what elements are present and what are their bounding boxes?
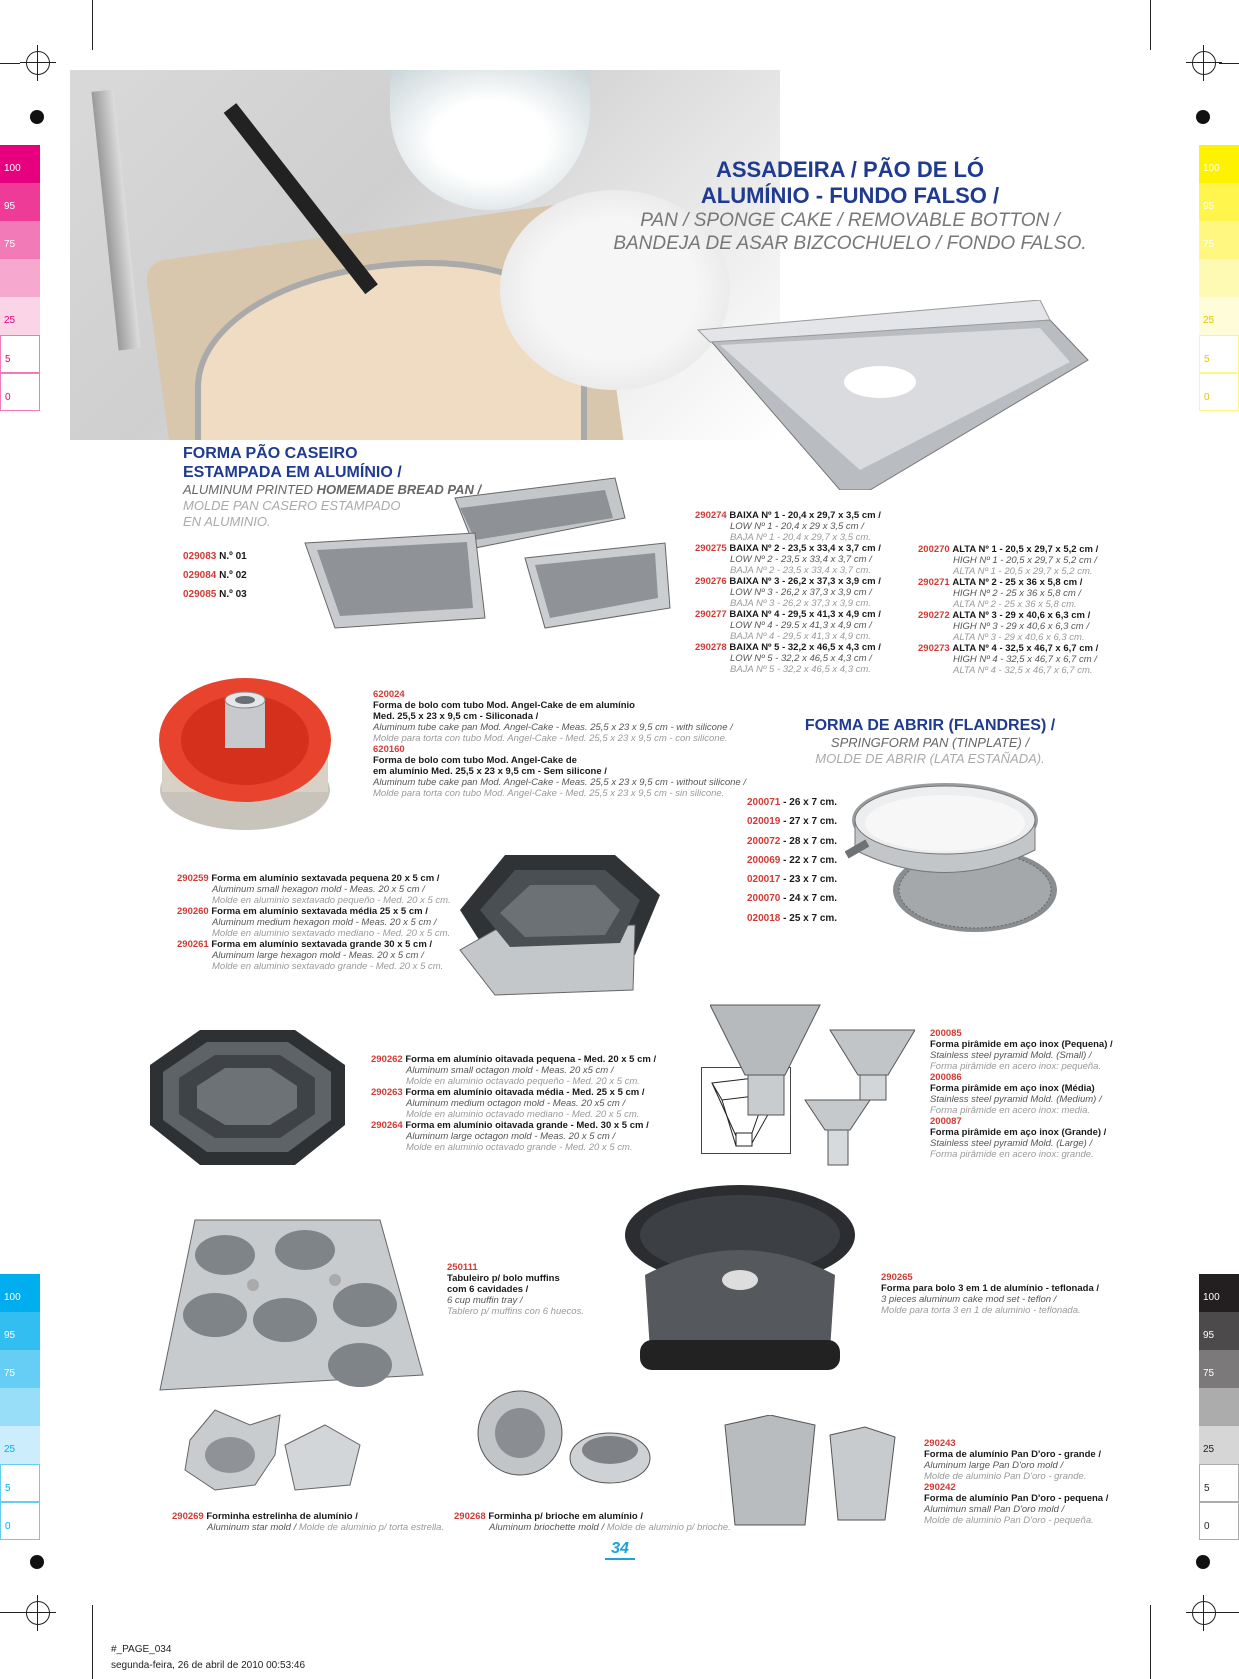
product-name-es: Molde para torta con tubo Mod. Angel-Cake - Med. 25,5 x 23 x 9,5 cm - sin silicone. (373, 788, 725, 799)
product-code: 029084 (183, 570, 217, 581)
star-molds-image (175, 1400, 365, 1505)
product-name-en: LOW Nº 4 - 29.5 x 41,3 x 4,9 cm / (730, 620, 872, 631)
swatch (1199, 183, 1239, 221)
product-name-en: Stainless steel pyramid Mold. (Small) / (930, 1050, 1092, 1061)
swatch-label: 100 (1203, 1292, 1220, 1303)
product-name-es: ALTA Nº 3 - 29 x 40,6 x 6,3 cm. (953, 632, 1085, 643)
product-name-en: Alumimun small Pan D'oro mold / (924, 1504, 1065, 1515)
swatch (1199, 297, 1239, 335)
product-name-pt: Forma de alumínio Pan D'oro - grande / (924, 1449, 1101, 1460)
list-item (183, 585, 247, 604)
abrir-subtitle-en: SPRINGFORM PAN (TINPLATE) / (830, 735, 1030, 750)
list-item (918, 643, 1098, 676)
product-name-es: Molde en aluminio sextavado grande - Med. 20 x 5 cm. (212, 961, 444, 972)
swatch (0, 373, 40, 411)
product-name-pt: Forma de bolo com tubo Mod. Angel-Cake de em alumínio (373, 700, 635, 711)
assadeira-title-block (600, 157, 1100, 255)
product-name-en: Stainless steel pyramid Mold. (Large) / (930, 1138, 1093, 1149)
product-code: 290263 (371, 1087, 403, 1098)
swatch-label: 0 (5, 1521, 11, 1532)
swatch-label: 95 (1203, 201, 1215, 212)
list-item (747, 851, 837, 870)
product-name-en: Aluminum large hexagon mold - Meas. 20 x 5 cm / (212, 950, 424, 961)
list-item (918, 610, 1098, 643)
product-name-en: Aluminum medium hexagon mold - Meas. 20 x 5 cm / (212, 917, 437, 928)
swatch-label: 95 (4, 1330, 16, 1341)
product-name-pt: BAIXA Nº 4 - 29,5 x 41,3 x 4,9 cm / (729, 609, 881, 620)
swatch-label: 75 (4, 239, 16, 250)
product-code: 250111 (447, 1262, 478, 1273)
product-code: 290274 (695, 510, 727, 521)
registration-dot-icon (30, 1555, 44, 1569)
product-name-pt: Forminha p/ brioche em alumínio / (488, 1511, 644, 1522)
product-name-pt: em alumínio Med. 25,5 x 23 x 9,5 cm - Sem silicone / (373, 766, 607, 777)
registration-mark-icon (1192, 1601, 1216, 1625)
hexagon-pans-image (455, 855, 665, 1000)
list-item (747, 870, 837, 889)
product-name-en: LOW Nº 3 - 26,2 x 37,3 x 3,9 cm / (730, 587, 872, 598)
piramide-list (930, 1028, 1113, 1160)
product-name-pt: com 6 cavidades / (447, 1284, 529, 1295)
product-code: 020017 (747, 874, 781, 886)
product-label: - 24 x 7 cm. (780, 893, 838, 905)
swatch (0, 221, 40, 259)
product-name-en: Stainless steel pyramid Mold. (Medium) / (930, 1094, 1102, 1105)
product-name-pt: Forma em alumínio sextavada grande 30 x 5 cm / (211, 939, 433, 950)
product-name-en: LOW Nº 2 - 23,5 x 33,4 x 3,7 cm / (730, 554, 872, 565)
product-name-pt: Forma em alumínio oitavada grande - Med. 30 x 5 cm / (405, 1120, 649, 1131)
crop-mark (0, 1612, 20, 1613)
product-label: - 22 x 7 cm. (780, 854, 838, 866)
swatch-label: 100 (4, 1292, 21, 1303)
swatch (0, 259, 40, 297)
product-name-pt: BAIXA Nº 1 - 20,4 x 29,7 x 3,5 cm / (729, 510, 881, 521)
alta-list (918, 544, 1098, 676)
pan-doro-list (924, 1438, 1108, 1526)
product-name-pt: Forma de alumínio Pan D'oro - pequena / (924, 1493, 1109, 1504)
swatch-label: 25 (4, 1444, 16, 1455)
swatch (0, 145, 40, 183)
assadeira-title-2: ALUMÍNIO - FUNDO FALSO / (700, 183, 1000, 208)
hero-cake-photo (70, 70, 780, 440)
swatch (0, 1502, 40, 1540)
product-name-en: Aluminum small hexagon mold - Meas. 20 x 5 cm / (212, 884, 425, 895)
list-item (695, 576, 881, 609)
title-part: ALUMÍNIO (313, 464, 393, 481)
swatch (0, 1274, 40, 1312)
swatch (0, 1350, 40, 1388)
baixa-list (695, 510, 881, 675)
registration-mark-icon (1192, 51, 1216, 75)
product-name-pt: Forma pirâmide em aço inox (Pequena) / (930, 1039, 1113, 1050)
swatch (0, 1464, 40, 1502)
list-item (930, 1072, 1113, 1116)
title-part: FORMA PÃO CA (183, 445, 308, 462)
product-code: 290261 (177, 939, 209, 950)
product-code: 290264 (371, 1120, 403, 1131)
swatch (0, 1388, 40, 1426)
product-name-es: Forma pirâmide en acero inox: pequeña. (930, 1061, 1102, 1072)
product-name-en: 6 cup muffin tray / (447, 1295, 523, 1306)
product-name-pt: Tabuleiro p/ bolo muffins (447, 1273, 560, 1284)
brioche-molds-image (470, 1388, 655, 1503)
product-code: 200071 (747, 797, 781, 808)
list-item (918, 577, 1098, 610)
angel-cake-pan-image (150, 660, 340, 840)
registration-dot-icon (30, 110, 44, 124)
serrated-knife (91, 90, 140, 351)
swatch-label: 75 (1203, 239, 1215, 250)
product-code: 029083 (183, 551, 217, 562)
product-name-es: BAJA Nº 1 - 20,4 x 29,7 x 3,5 cm. (730, 532, 871, 543)
product-code: 290271 (918, 577, 950, 588)
swatch (0, 335, 40, 373)
product-name-es: BAJA Nº 2 - 23,5 x 33,4 x 3,7 cm. (730, 565, 871, 576)
product-name-en: HIGH Nº 3 - 29 x 40,6 x 6,3 cm / (953, 621, 1089, 632)
springform-pan-image (845, 775, 1060, 940)
product-name-en: Aluminum briochette mold / (489, 1522, 607, 1533)
product-name-pt: Forma em alumínio sextavada pequena 20 x 5 cm / (211, 873, 440, 884)
swatch (1199, 221, 1239, 259)
product-name-pt: ALTA Nº 2 - 25 x 36 x 5,8 cm / (952, 577, 1083, 588)
title-part: ALUMINUM PRINTED (183, 482, 317, 497)
product-name-es: BAJA Nº 4 - 29,5 x 41,3 x 4,9 cm. (730, 631, 871, 642)
product-name-pt: ALTA Nº 3 - 29 x 40,6 x 6,3 cm / (952, 610, 1091, 621)
product-name-es: Molde para torta 3 en 1 de aluminio - teflonada. (881, 1305, 1081, 1316)
swatch-label: 95 (4, 201, 16, 212)
product-name-es: Molde de aluminio p/ brioche. (606, 1522, 731, 1533)
product-name-en: Aluminum tube cake pan Mod. Angel-Cake - Meas. 25,5 x 23 x 9,5 cm - with silicone / (373, 722, 733, 733)
octagon-pans-image (145, 1030, 350, 1170)
crop-mark (0, 63, 20, 64)
product-label: N.º 03 (219, 589, 247, 600)
swatch (1199, 1388, 1239, 1426)
product-name-en: HIGH Nº 2 - 25 x 36 x 5,8 cm / (953, 588, 1082, 599)
list-item (930, 1116, 1113, 1160)
list-item (371, 1120, 656, 1153)
product-code: 290243 (924, 1438, 956, 1449)
pyramid-molds-image (710, 1000, 915, 1175)
swatch (0, 297, 40, 335)
product-code: 290269 (172, 1511, 204, 1522)
registration-mark-icon (26, 1601, 50, 1625)
crop-mark (1150, 0, 1151, 50)
product-code: 200085 (930, 1028, 962, 1039)
product-name-en: Aluminum tube cake pan Mod. Angel-Cake - Meas. 25,5 x 23 x 9,5 cm - without silicone / (373, 777, 746, 788)
swatch (1199, 1502, 1239, 1540)
product-name-en: LOW Nº 1 - 20,4 x 29 x 3,5 cm / (730, 521, 864, 532)
swatch (1199, 1274, 1239, 1312)
muffins-text (447, 1262, 584, 1317)
product-name-en: HIGH Nº 1 - 20,5 x 29,7 x 5,2 cm / (953, 555, 1097, 566)
list-item (695, 510, 881, 543)
product-code: 620160 (373, 744, 405, 755)
glass-bowl (390, 70, 590, 210)
swatch (1199, 145, 1239, 183)
product-name-es: Molde de aluminio p/ torta estrella. (298, 1522, 445, 1533)
swatch (0, 183, 40, 221)
swatch-label: 25 (1203, 1444, 1215, 1455)
list-item (930, 1028, 1113, 1072)
product-code: 290242 (924, 1482, 956, 1493)
product-name-pt: Forma em alumínio oitavada pequena - Med. 20 x 5 cm / (405, 1054, 657, 1065)
product-name-en: Aluminum star mold / (207, 1522, 299, 1533)
product-name-pt: BAIXA Nº 5 - 32,2 x 46,5 x 4,3 cm / (729, 642, 881, 653)
title-part: / (392, 464, 402, 481)
product-code: 290275 (695, 543, 727, 554)
swatch-label: 0 (5, 392, 11, 403)
assadeira-title-1: ASSADEIRA / PÃO DE LÓ (715, 157, 985, 182)
product-code: 200069 (747, 854, 781, 866)
product-name-en: Aluminum large octagon mold - Meas. 20 x 5 cm / (406, 1131, 616, 1142)
swatch-label: 75 (1203, 1368, 1215, 1379)
pao-caseiro-subtitle-es-2: EN ALUMINIO. (183, 514, 271, 529)
product-name-pt: Forma pirâmide em aço inox (Média) (930, 1083, 1095, 1094)
product-name-pt: Forma para bolo 3 em 1 de alumínio - teflonada / (881, 1283, 1100, 1294)
swatch (0, 1426, 40, 1464)
crop-mark (1150, 1605, 1151, 1679)
brioche-text (454, 1511, 731, 1533)
oitavada-list (371, 1054, 656, 1153)
assadeira-subtitle-es: BANDEJA DE ASAR BIZCOCHUELO / FONDO FALSO. (613, 233, 1087, 254)
crop-mark (1219, 63, 1239, 64)
swatch-label: 0 (1204, 392, 1210, 403)
product-name-es: ALTA Nº 4 - 32,5 x 46,7 x 6,7 cm. (953, 665, 1093, 676)
product-name-pt: Forma em alumínio sextavada média 25 x 5 cm / (211, 906, 428, 917)
footer-page-id: #_PAGE_034 (111, 1644, 172, 1655)
title-part: SEIRO (307, 445, 358, 462)
product-name-es: Molde en aluminio sextavado mediano - Med. 20 x 5 cm. (212, 928, 451, 939)
list-item (371, 1087, 656, 1120)
product-name-es: BAJA Nº 3 - 26,2 x 37,3 x 3,9 cm. (730, 598, 871, 609)
three-in-one-pan-image (620, 1180, 870, 1380)
swatch-label: 25 (4, 315, 16, 326)
swatch-label: 95 (1203, 1330, 1215, 1341)
abrir-title: FORMA DE ABRIR (FLANDRES) / (804, 717, 1056, 734)
swatch-label: 100 (4, 163, 21, 174)
product-code: 290265 (881, 1272, 913, 1283)
pan-doro-molds-image (720, 1415, 900, 1530)
product-name-en: 3 pieces aluminum cake mod set - teflon / (881, 1294, 1057, 1305)
list-item (695, 609, 881, 642)
swatch-label: 75 (4, 1368, 16, 1379)
product-name-es: Forma pirâmide en acero inox: media. (930, 1105, 1090, 1116)
product-name-en: Aluminum large Pan D'oro mold / (924, 1460, 1064, 1471)
product-name-en: Aluminum small octagon mold - Meas. 20 x5 cm / (406, 1065, 614, 1076)
product-label: - 28 x 7 cm. (780, 835, 838, 847)
swatch (1199, 1350, 1239, 1388)
product-code: 290277 (695, 609, 727, 620)
product-code: 200087 (930, 1116, 962, 1127)
tres-em-um-text (881, 1272, 1099, 1316)
product-name-pt: Med. 25,5 x 23 x 9,5 cm - Siliconada / (373, 711, 539, 722)
product-name-es: BAJA Nº 5 - 32,2 x 46,5 x 4,3 cm. (730, 664, 871, 675)
product-code: 290268 (454, 1511, 486, 1522)
swatch (0, 1312, 40, 1350)
product-name-en: HIGH Nº 4 - 32,5 x 46,7 x 6,7 cm / (953, 654, 1097, 665)
list-item (183, 566, 247, 585)
product-name-es: Molde en aluminio sextavado pequeño - Med. 20 x 5 cm. (212, 895, 451, 906)
product-name-en: Aluminum medium octagon mold - Meas. 20 x5 cm / (406, 1098, 626, 1109)
product-code: 029085 (183, 589, 217, 600)
product-name-pt: BAIXA Nº 2 - 23,5 x 33,4 x 3,7 cm / (729, 543, 881, 554)
abrir-list (747, 793, 837, 928)
assadeira-subtitle-en: PAN / SPONGE CAKE / REMOVABLE BOTTON / (640, 210, 1060, 231)
product-code: 290262 (371, 1054, 403, 1065)
product-name-es: Molde en aluminio octavado grande - Med. 20 x 5 cm. (406, 1142, 633, 1153)
registration-mark-icon (26, 51, 50, 75)
swatch-label: 0 (1204, 1521, 1210, 1532)
list-item (924, 1438, 1108, 1482)
crop-mark (92, 0, 93, 50)
registration-dot-icon (1196, 1555, 1210, 1569)
list-item (695, 543, 881, 576)
product-label: N.º 01 (219, 551, 247, 562)
swatch (1199, 373, 1239, 411)
list-item (371, 1054, 656, 1087)
crop-mark (92, 1605, 93, 1679)
title-part: HOMEMADE BREAD PAN / (316, 482, 482, 497)
product-code: 200270 (918, 544, 950, 555)
product-name-es: ALTA Nº 2 - 25 x 36 x 5,8 cm. (953, 599, 1077, 610)
title-part: ESTAMPADA EM (183, 464, 314, 481)
pao-caseiro-list (183, 547, 247, 604)
product-label: - 25 x 7 cm. (780, 912, 838, 924)
product-label: - 27 x 7 cm. (780, 816, 838, 828)
product-code: 620024 (373, 689, 405, 700)
swatch (1199, 1312, 1239, 1350)
angel-cake-text (373, 689, 746, 799)
registration-dot-icon (1196, 110, 1210, 124)
list-item (695, 642, 881, 675)
product-name-es: Molde para torta con tubo Mod. Angel-Cake - Med. 25,5 x 23 x 9,5 cm - con silicone. (373, 733, 728, 744)
page-number-text: 34 (611, 1540, 629, 1557)
muffin-tray-image (155, 1215, 425, 1410)
swatch-label: 5 (1204, 354, 1210, 365)
list-item (747, 832, 837, 851)
product-name-pt: Forminha estrelinha de alumínio / (206, 1511, 358, 1522)
bread-pans-image (295, 468, 675, 653)
removable-bottom-pan-image (690, 300, 1090, 490)
product-code: 290276 (695, 576, 727, 587)
product-code: 200086 (930, 1072, 962, 1083)
abrir-title-block (790, 716, 1070, 767)
product-code: 200072 (747, 835, 781, 847)
product-name-pt: ALTA Nº 1 - 20,5 x 29,7 x 5,2 cm / (952, 544, 1099, 555)
product-name-es: Tablero p/ muffins con 6 huecos. (447, 1306, 584, 1317)
list-item (918, 544, 1098, 577)
swatch-label: 5 (5, 1483, 11, 1494)
swatch (1199, 1464, 1239, 1502)
product-name-pt: ALTA Nº 4 - 32,5 x 46,7 x 6,7 cm / (952, 643, 1099, 654)
product-code: 290272 (918, 610, 950, 621)
product-code: 290273 (918, 643, 950, 654)
product-code: 290260 (177, 906, 209, 917)
product-code: 290259 (177, 873, 209, 884)
swatch (1199, 259, 1239, 297)
swatch-label: 5 (5, 354, 11, 365)
list-item (747, 909, 837, 928)
crop-mark (1219, 1612, 1239, 1613)
product-code: 200070 (747, 893, 781, 905)
product-label: N.º 02 (219, 570, 247, 581)
swatch-label: 5 (1204, 1483, 1210, 1494)
list-item (177, 873, 451, 906)
swatch-label: 25 (1203, 315, 1215, 326)
product-name-pt: BAIXA Nº 3 - 26,2 x 37,3 x 3,9 cm / (729, 576, 881, 587)
list-item (747, 793, 837, 812)
list-item (177, 906, 451, 939)
product-name-es: Molde en aluminio octavado pequeño - Med. 20 x 5 cm. (406, 1076, 640, 1087)
page-number (605, 1540, 635, 1560)
pao-caseiro-title-1 (183, 444, 503, 463)
footer-timestamp: segunda-feira, 26 de abril de 2010 00:53:46 (111, 1660, 306, 1671)
list-item (747, 889, 837, 908)
product-name-es: Forma pirâmide en acero inox: grande. (930, 1149, 1094, 1160)
product-name-es: Molde en aluminio octavado mediano - Med. 20 x 5 cm. (406, 1109, 640, 1120)
list-item (183, 547, 247, 566)
estrelinha-text (172, 1511, 444, 1533)
sextavada-list (177, 873, 451, 972)
product-name-es: Molde de aluminio Pan D'oro - pequeña. (924, 1515, 1094, 1526)
product-name-es: ALTA Nº 1 - 20,5 x 29,7 x 5,2 cm. (953, 566, 1093, 577)
product-label: - 23 x 7 cm. (780, 874, 838, 886)
product-name-en: LOW Nº 5 - 32,2 x 46,5 x 4,3 cm / (730, 653, 872, 664)
pao-caseiro-subtitle-es-1: MOLDE PAN CASERO ESTAMPADO (183, 498, 401, 513)
product-code: 290278 (695, 642, 727, 653)
swatch (1199, 335, 1239, 373)
product-name-pt: Forma em alumínio oitavada média - Med. 25 x 5 cm / (405, 1087, 645, 1098)
abrir-subtitle-es: MOLDE DE ABRIR (LATA ESTAÑADA). (815, 751, 1045, 766)
product-name-es: Molde de aluminio Pan D'oro - grande. (924, 1471, 1087, 1482)
swatch-label: 100 (1203, 163, 1220, 174)
product-name-pt: Forma pirâmide em aço inox (Grande) / (930, 1127, 1107, 1138)
product-code: 020019 (747, 816, 781, 828)
swatch (1199, 1426, 1239, 1464)
list-item (177, 939, 451, 972)
list-item (747, 812, 837, 831)
product-name-pt: Forma de bolo com tubo Mod. Angel-Cake de (373, 755, 577, 766)
product-code: 020018 (747, 912, 781, 924)
product-label: - 26 x 7 cm. (780, 797, 838, 808)
list-item (924, 1482, 1108, 1526)
